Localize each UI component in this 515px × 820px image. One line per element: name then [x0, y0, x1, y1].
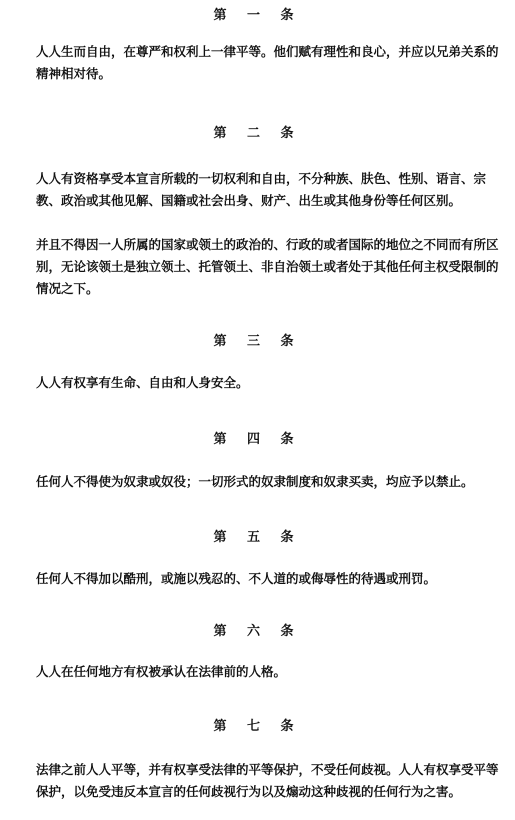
article-2-paragraph-1: 人人有资格享受本宣言所载的一切权利和自由，不分种族、肤色、性别、语言、宗教、政治或其他见解、国籍或社会出身、财产、出生或其他身份等任何区别。	[36, 171, 487, 208]
article-3-heading: 第 三 条	[213, 334, 302, 349]
article-1-paragraph-1: 人人生而自由，在尊严和权利上一律平等。他们赋有理性和良心，并应以兄弟关系的精神相对待。	[36, 44, 499, 81]
article-4-paragraph-1: 任何人不得使为奴隶或奴役；一切形式的奴隶制度和奴隶买卖，均应予以禁止。	[36, 474, 474, 489]
article-7-heading: 第 七 条	[213, 719, 302, 734]
article-3-paragraph-1: 人人有权享有生命、自由和人身安全。	[36, 375, 249, 390]
article-7-paragraph-1: 法律之前人人平等，并有权享受法律的平等保护，不受任何歧视。人人有权享受平等保护，以免受违反本宣言的任何歧视行为以及煽动这种歧视的任何行为之害。	[36, 762, 499, 799]
article-6-heading: 第 六 条	[213, 624, 302, 639]
article-5-paragraph-1: 任何人不得加以酷刑，或施以残忍的、不人道的或侮辱性的待遇或刑罚。	[36, 571, 437, 586]
article-1-heading: 第 一 条	[213, 8, 302, 23]
article-2-heading: 第 二 条	[213, 126, 302, 141]
article-4-heading: 第 四 条	[213, 432, 302, 447]
article-6-paragraph-1: 人人在任何地方有权被承认在法律前的人格。	[36, 664, 287, 679]
article-2-paragraph-2: 并且不得因一人所属的国家或领土的政治的、行政的或者国际的地位之不同而有所区别，无论该领土是独立领土、托管领土、非自治领土或者处于其他任何主权受限制的情况之下。	[36, 237, 499, 296]
article-5-heading: 第 五 条	[213, 530, 302, 545]
